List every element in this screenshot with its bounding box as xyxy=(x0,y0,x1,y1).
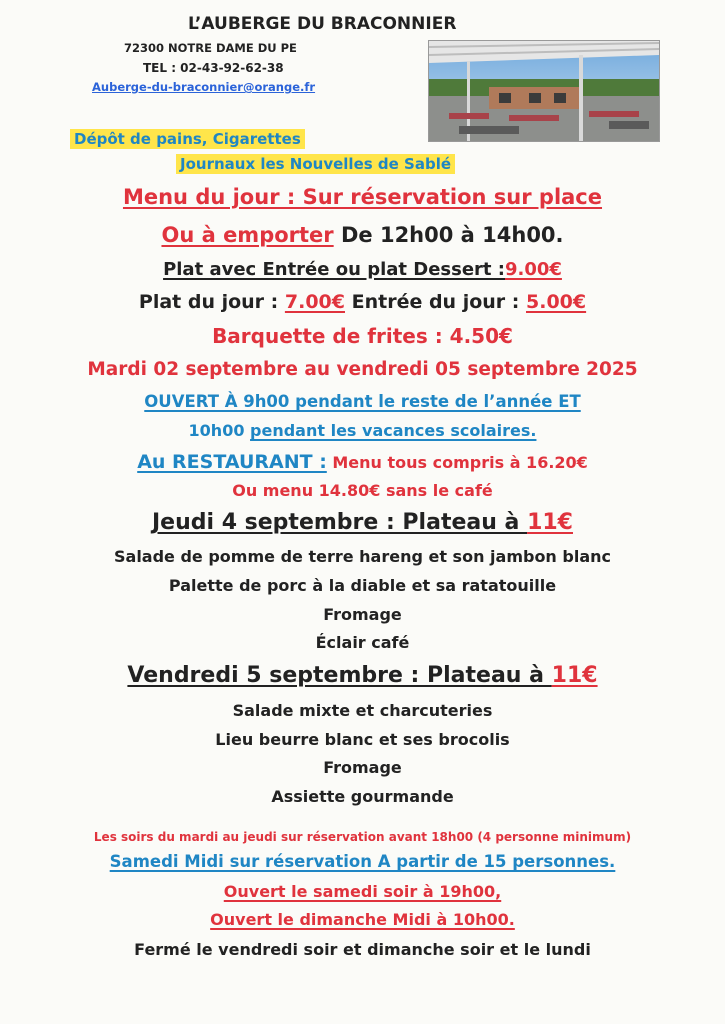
restaurant-menu-2: Ou menu 14.80€ sans le café xyxy=(232,481,493,500)
service-text-1: Dépôt de pains, Cigarettes xyxy=(70,129,305,149)
opening-holidays: pendant les vacances scolaires. xyxy=(250,421,537,440)
jeudi-item: Fromage xyxy=(323,605,402,624)
phone: TEL : 02-43-92-62-38 xyxy=(143,61,284,75)
service-line-2 xyxy=(176,154,455,173)
formule-line xyxy=(0,259,725,280)
formule-label: Plat avec Entrée ou plat Dessert : xyxy=(163,259,505,280)
opening-line-2 xyxy=(0,421,725,440)
service-text-2: Journaux les Nouvelles de Sablé xyxy=(176,154,455,174)
terrace-photo xyxy=(428,40,660,142)
vendredi-price: 11€ xyxy=(551,663,598,688)
entree-price: 5.00€ xyxy=(526,291,587,313)
takeaway-hours xyxy=(0,223,725,247)
email-link[interactable]: Auberge-du-braconnier@orange.fr xyxy=(92,80,316,94)
jeudi-title: Jeudi 4 septembre : Plateau à xyxy=(151,510,528,535)
vendredi-item: Assiette gourmande xyxy=(271,787,454,806)
restaurant-name: L’AUBERGE DU BRACONNIER xyxy=(188,14,457,34)
restaurant-label: Au RESTAURANT : xyxy=(137,451,327,473)
vendredi-title: Vendredi 5 septembre : Plateau à xyxy=(127,663,552,688)
jeudi-item: Palette de porc à la diable et sa ratatouille xyxy=(168,576,557,595)
vendredi-item: Fromage xyxy=(323,758,402,777)
opening-line-1: OUVERT À 9h00 pendant le reste de l’année ET xyxy=(144,392,581,411)
jeudi-price: 11€ xyxy=(527,510,573,535)
frites-line: Barquette de frites : 4.50€ xyxy=(212,324,513,348)
restaurant-menu-1: Menu tous compris à 16.20€ xyxy=(326,453,588,472)
address: 72300 NOTRE DAME DU PE xyxy=(124,41,297,55)
entree-label: Entrée du jour : xyxy=(345,291,526,313)
dimanche-line: Ouvert le dimanche Midi à 10h00. xyxy=(210,910,515,929)
jeudi-item: Salade de pomme de terre hareng et son jambon blanc xyxy=(114,547,611,566)
plat-price: 7.00€ xyxy=(284,291,345,313)
samedi-soir-line: Ouvert le samedi soir à 19h00, xyxy=(223,882,502,901)
vendredi-heading xyxy=(0,663,725,688)
soirs-line: Les soirs du mardi au jeudi sur réservation avant 18h00 (4 personne minimum) xyxy=(93,830,632,844)
ferme-line: Fermé le vendredi soir et dimanche soir et le lundi xyxy=(134,940,591,959)
dates-line: Mardi 02 septembre au vendredi 05 septembre 2025 xyxy=(87,359,638,380)
takeaway-time: De 12h00 à 14h00. xyxy=(333,223,564,247)
jeudi-item: Éclair café xyxy=(315,633,410,652)
plat-entree-line xyxy=(0,291,725,313)
opening-time: 10h00 xyxy=(188,421,251,440)
service-line-1 xyxy=(70,129,305,148)
plat-label: Plat du jour : xyxy=(138,291,285,313)
samedi-midi-line: Samedi Midi sur réservation A partir de 15 personnes. xyxy=(109,852,616,871)
jeudi-heading xyxy=(0,510,725,535)
takeaway-label: Ou à emporter xyxy=(161,223,334,247)
restaurant-line xyxy=(0,451,725,473)
formule-price: 9.00€ xyxy=(505,259,562,280)
menu-du-jour-heading: Menu du jour : Sur réservation sur place xyxy=(122,185,603,209)
vendredi-item: Lieu beurre blanc et ses brocolis xyxy=(215,730,510,749)
vendredi-item: Salade mixte et charcuteries xyxy=(232,701,493,720)
